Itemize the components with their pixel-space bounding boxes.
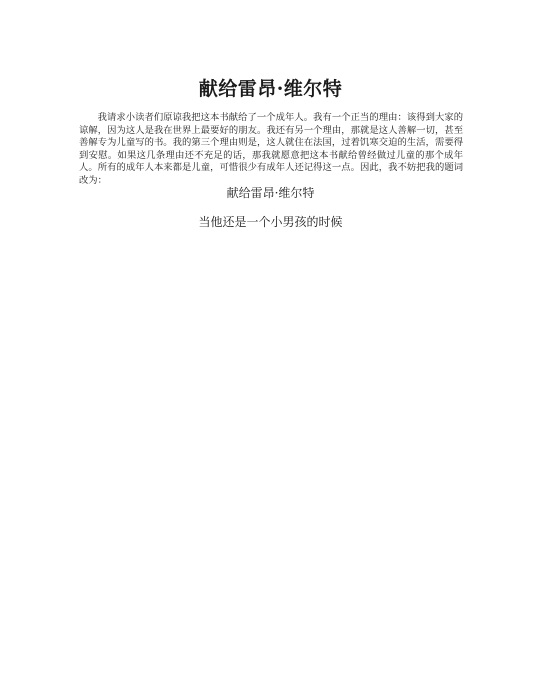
page-title: 献给雷昂·维尔特: [198, 78, 343, 100]
dedication-paragraph: 我请求小读者们原谅我把这本书献给了一个成年人。我有一个正当的理由：该得到大家的谅解，因为这人是我在世界上最要好的朋友。我还有另一个理由，那就是这人善解一切，甚至善解专为儿童写的书。我的第三个理由则是，这人就住在法国，过着饥寒交迫的生活，需要得到安慰。如果这几条理由还不充足的话，那我就愿意把这本书献给曾经做过儿童的那个成年人。所有的成年人本来都是儿童，可惜很少有成年人还记得这一点。因此，我不妨把我的题词改为：: [79, 112, 463, 186]
dedication-recipient: 献给雷昂·维尔特: [226, 186, 315, 200]
dedication-subline: 当他还是一个小男孩的时候: [198, 215, 343, 229]
